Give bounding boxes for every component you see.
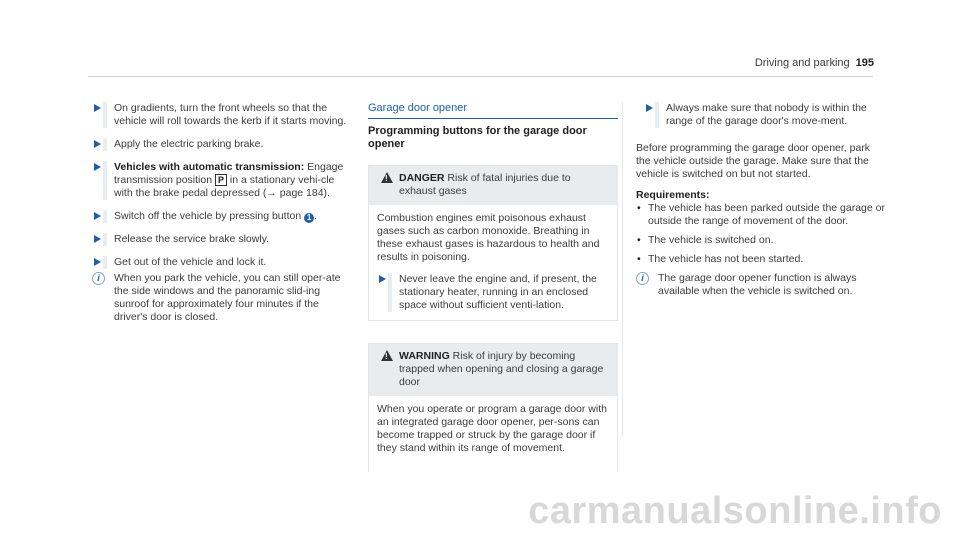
step-arrow-icon bbox=[94, 258, 101, 266]
step-arrow-icon bbox=[94, 163, 101, 171]
step-bar bbox=[655, 102, 659, 128]
step-get-out bbox=[92, 256, 352, 269]
step-bar bbox=[103, 256, 107, 269]
warning-header bbox=[369, 344, 617, 396]
step-bar bbox=[103, 233, 107, 246]
subsection-title: Programming buttons for the garage door opener bbox=[368, 125, 587, 150]
step-bar bbox=[103, 161, 107, 200]
step-text: Switch off the vehicle by pressing button bbox=[114, 210, 305, 222]
step-gradients bbox=[92, 102, 352, 128]
requirements-title: Requirements: bbox=[636, 189, 710, 201]
danger-body bbox=[369, 205, 617, 320]
warning-label: WARNING bbox=[399, 350, 450, 362]
step-text: Apply the electric parking brake. bbox=[114, 138, 264, 150]
park-position-icon: P bbox=[215, 174, 227, 186]
step-release-brake bbox=[92, 233, 352, 246]
warning-triangle-icon bbox=[381, 172, 393, 183]
header-rule bbox=[88, 76, 873, 77]
warning-heading: Risk of injury by becoming trapped when opening and closing a garage door bbox=[399, 350, 604, 388]
step-bold-label: Vehicles with automatic transmission: bbox=[114, 161, 305, 173]
step-arrow-icon bbox=[94, 212, 101, 220]
info-text: The garage door opener function is always available when the vehicle is switched on. bbox=[658, 272, 857, 297]
list-item: • The vehicle has not been started. bbox=[636, 253, 886, 266]
step-text: Engage transmission position bbox=[114, 161, 344, 186]
list-item: • The vehicle has been parked outside the garage or outside the range of movement of the door. bbox=[636, 202, 886, 228]
info-text: When you park the vehicle, you can still oper-ate the side windows and the panoramic slid-ing sunroof for approximately four minutes if the driver's door is closed. bbox=[114, 272, 341, 323]
step-text: On gradients, turn the front wheels so that the vehicle will roll towards the kerb if it starts moving. bbox=[114, 102, 347, 127]
danger-label: DANGER bbox=[399, 172, 445, 184]
step-text: . bbox=[314, 210, 318, 222]
danger-header bbox=[369, 166, 617, 205]
step-arrow-icon bbox=[379, 275, 386, 283]
list-item: • The vehicle is switched on. bbox=[636, 234, 886, 247]
danger-text: Combustion engines emit poisonous exhaust gases such as carbon monoxide. Breathing in these exhaust gases is hazardous to health and results in poisoning. bbox=[377, 212, 600, 263]
page-header bbox=[755, 57, 874, 70]
info-icon: i bbox=[92, 272, 105, 285]
column-right bbox=[636, 102, 886, 298]
step-arrow-icon bbox=[94, 104, 101, 112]
step-bar bbox=[103, 210, 107, 223]
header-section: Driving and parking bbox=[754, 57, 850, 69]
step-text: in a stationary vehi-cle with the brake pedal depressed ( bbox=[114, 174, 335, 199]
step-parking-brake bbox=[92, 138, 352, 151]
danger-step bbox=[377, 273, 609, 312]
column-middle bbox=[368, 102, 618, 494]
step-nobody-in-range bbox=[644, 102, 886, 128]
column-left bbox=[92, 102, 352, 324]
step-arrow-icon bbox=[646, 104, 653, 112]
step-switch-off bbox=[92, 210, 352, 223]
step-arrow-icon bbox=[94, 235, 101, 243]
step-bar bbox=[103, 102, 107, 128]
watermark: carmanualsonline.info bbox=[528, 490, 942, 532]
info-note bbox=[92, 272, 352, 324]
step-automatic-transmission bbox=[92, 161, 352, 200]
step-text: Get out of the vehicle and lock it. bbox=[114, 256, 267, 268]
warning-box bbox=[368, 343, 618, 472]
page-reference-link[interactable]: page 184). bbox=[276, 187, 330, 199]
section-title: Garage door opener bbox=[368, 102, 618, 119]
requirements-list bbox=[636, 202, 886, 266]
info-icon: i bbox=[636, 272, 649, 285]
danger-box bbox=[368, 165, 618, 321]
warning-triangle-icon bbox=[381, 350, 393, 361]
warning-body bbox=[369, 396, 617, 472]
step-arrow-icon bbox=[94, 140, 101, 148]
column-divider bbox=[622, 102, 623, 438]
step-text: Never leave the engine and, if present, the stationary heater, running in an enclosed space without sufficient venti-lation. bbox=[399, 273, 597, 311]
step-bar bbox=[388, 273, 392, 312]
button-number-badge: 1 bbox=[304, 213, 314, 223]
danger-heading: Risk of fatal injuries due to exhaust gases bbox=[399, 172, 571, 197]
page-number: 195 bbox=[855, 57, 874, 69]
step-text: Release the service brake slowly. bbox=[114, 233, 270, 245]
step-bar bbox=[103, 138, 107, 151]
reference-arrow-icon: → bbox=[266, 187, 277, 199]
intro-paragraph: Before programming the garage door opener, park the vehicle outside the garage. Make sure that the vehicle is switched on but not started. bbox=[636, 142, 871, 180]
step-text: Always make sure that nobody is within the range of the garage door's move-ment. bbox=[666, 102, 867, 127]
warning-text: When you operate or program a garage door with an integrated garage door opener, per-sons can become trapped or struck by the garage door if they stand within its range of movement. bbox=[377, 403, 607, 454]
info-note bbox=[636, 272, 886, 298]
